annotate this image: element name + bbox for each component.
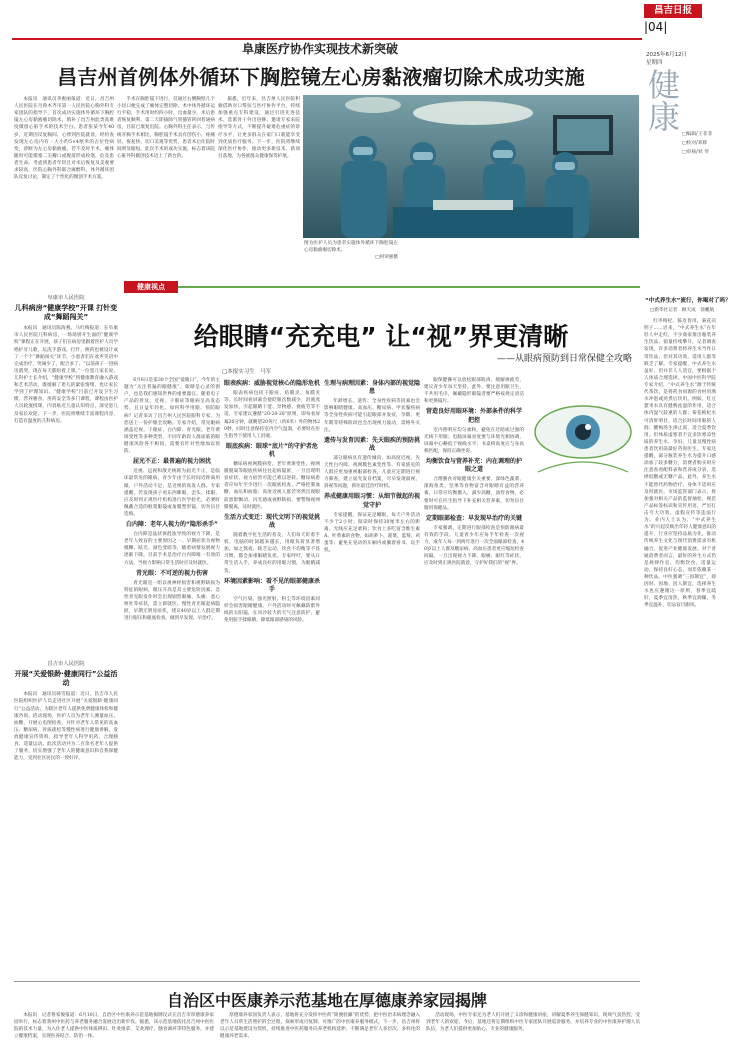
left-story1-paragraph: 本报讯 通讯员陈海燕、马红梅报道：在阜康市人民医院儿科病房，一场场别开生面的“健康学校”课程正在开展，孩子们在病房里跟着医护人员学唱护牙儿歌、玩洗手游戏，打针、换药也被设计成了一个个“舞蹈闯关”环节，小患者们在欢声笑语中完成治疗，哭闹少了，配合多了。“以前孩子一进病房就哭，现在每天都盼着上课。”一位患儿家长说。儿科护士长介绍，“健康学校”将健康教育融入游戏和艺术活动，既缓解了患儿的紧张情绪，也让家长学到了护理知识。“健康学校”目前已开设卫生习惯、营养膳食、用药安全等多门课程，课程由医护人员轮流授课，内容贴近儿童认知特点，深受患儿及家长欢迎。下一步，医院将继续丰富课程内容，打造有温度的儿科病房。 (14, 326, 118, 424)
feature-subhead: 遗传与发育因素：先天眼疾的预防挑战 (324, 436, 421, 452)
masthead (0, 0, 719, 40)
feature-paragraph: 青光眼是一组以视神经损害和视野缺损为特征的眼病，眼压升高是其主要危险因素。急性青光眼发作时会出现剧烈眼痛、头痛、恶心呕吐等症状，需立即就医。慢性青光眼起病隐匿，早期无明显症状，建议40岁以上人群定期进行眼压和眼底检查，做到早发现、早治疗。 (124, 580, 220, 622)
feature-paragraph: 年龄增长、遗传、全身性疾病等因素也会影响眼睛健康。高血压、糖尿病、甲状腺疾病等全身性疾病可能引起眼部并发症，孕期、更年期等特殊阶段也会出现视力波动，需格外关注。 (324, 399, 420, 433)
page-number: |04| (644, 20, 668, 34)
editor-line: □编辑/王菲菲 (682, 132, 713, 137)
feature-col-2 (224, 377, 320, 977)
lead-paragraph: 手术在胸腔镜下进行，仅通过右侧胸壁几个小切口便完成了瘤体完整切除。术中体外循环运行平稳，手术用时约四小时，出血量少。术后患者恢复顺利，第二天即拔除气管插管转回普通病房，目前已康复出院。心胸外科主任表示，与传统开胸手术相比，胸腔镜手术具有创伤小、疼痛轻、恢复快、切口美观等优势，患者术后住院时间明显缩短。此次手术的成功实施，标志着该院心脏外科微创技术迈上了新台阶。 (117, 97, 215, 159)
lead-photo-caption (304, 240, 398, 270)
feature-title: 给眼睛“充充电” 让“视”界更清晰 (193, 322, 569, 351)
lead-body-left (14, 96, 114, 274)
feature-paragraph: 白内障是晶状体混浊导致的视力下降，是老年人致盲的主要原因之一。早期症状为视物模糊、眩光、颜色变暗等，随着病情发展视力逐渐下降。目前手术是治疗白内障唯一有效的方法，当视力影响日常生活时应及时就医。 (124, 532, 220, 566)
feature-subhead: 屈光不正：最普遍的视力困扰 (132, 458, 211, 466)
feature-col-3 (324, 377, 420, 977)
feature-paragraph: 近视、远视和散光统称为屈光不正，是临床最常见的眼病。青少年由于长时间近距离用眼、户外活动不足，是近视的高发人群。专家提醒，若发现孩子看东西眯眼、歪头、揉眼，应及时到正规医疗机构进行医学验光，必要时佩戴合适的框架眼镜或角膜塑形镜，切勿盲目选购。 (124, 469, 220, 517)
bottom-paragraph: 活动现场，中医专家还为老人们开展了义诊和健康讲座，讲解夏季养生保健知识，现场气氛热烈，受到老年人的欢迎。今后，基地还将定期组织中医专家团队开展巡诊服务，并培养专业的中医康养护理人员队伍，为老人们提供更加贴心、专业的健康服务。 (426, 1013, 640, 1033)
lead-headline: 昌吉州首例体外循环下胸腔镜左心房黏液瘤切除术成功实施 (57, 65, 585, 89)
bottom-headline: 自治区中医康养示范基地在厚德康养家园揭牌 (166, 991, 487, 1010)
bottom-body-1 (14, 1012, 214, 1040)
left-story2-title: 开展“关爱银龄·健康同行”公益活动 (14, 670, 118, 688)
left-column (14, 292, 118, 982)
photo-credit: □何荣惠摄 (375, 255, 398, 261)
editor-line: □校对/邓辉 (682, 141, 708, 146)
feature-subtitle: ——从眼病预防到日常保健全攻略 (496, 354, 632, 364)
feature-subhead: 眼底疾病：眼球“底片”的守护者危机 (226, 442, 318, 458)
feature-subhead: 定期眼部检查：早发现早治疗的关键 (425, 514, 522, 522)
feature-paragraph: 6月6日是第30个全国“爱眼日”，今年的主题为“关注普遍的眼健康”。眼睛是心灵的窗户，也是我们感知世界的重要器官。随着电子产品的普及，近视、干眼症等眼病呈高发态势，且日益年轻化。如何科学用眼、预防眼病？记者采访了昌吉州人民医院眼科专家，为您送上一份护眼全攻略。专家介绍，常见眼病涵盖近视、干眼症、白内障、青光眼、老年黄斑变性等多种类型，不同年龄段人群面临的眼健康风险各不相同，需要有针对性地加以预防。 (124, 378, 220, 455)
feature-paragraph: 室内照明应均匀柔和，避免在过暗或过强的光线下用眼；电脑屏幕亮度要与环境光相协调，屏幕中心略低于视线水平；书桌椅高度应与身高相匹配，保持正确坐姿。 (424, 427, 524, 454)
lead-body-mid (117, 96, 215, 274)
right-article-body (644, 318, 716, 978)
right-article-paragraph: 红枣枸杞、陈皮普洱、菊花决明子……近来，“中式养生水”在年轻人中走红，不少商家推出瓶装养生饮品，销量持续攀升。记者调查发现，许多消费者将养生水当作日常饮品，但对其功效、适用人群等缺乏了解。专家提醒，中式养生水虽好，但并非人人适宜，要根据个人体质合理选择。中国中医科学院专家介绍，“中式养生水”源于传统代茶饮，是将药食同源的食材用沸水冲泡或煎煮后饮用。例如，红豆薏米水具有健脾祛湿的作用，适合体内湿气较重的人群；菊花枸杞水可清肝明目，适合长时间用眼的人群；酸梅汤生津止渴，适合夏季饮用。但体质虚寒者不宜多饮寒凉性质的养生水，孕妇、儿童及慢性病患者饮用前最好咨询医生。专家还提醒，部分瓶装养生水为提升口感添加了较多糖分，消费者购买时应注意查看配料表和营养成分表，选择低糖或无糖产品。此外，养生水不能替代药物治疗，身体不适时应及时就医。市场监管部门表示，将加强对相关产品的监督抽检，规范产品标签标识和宣传用语，严厉打击夸大功效、虚假宣传等违法行为。业内人士认为，“中式养生水”的兴起反映出年轻人健康意识的提升，行业应坚持品质为先，推动传统养生文化与现代消费需求有机融合，促进产业健康发展。对于普通消费者而言，最好的养生方式仍是规律作息、均衡饮食、适量运动、保持良好心态，而非依赖某一种饮品。中医强调“三因制宜”，即因时、因地、因人制宜，选择养生水也应遵循这一原则，春季宜疏肝，夏季宜清热，秋季宜润燥，冬季宜温补，切忌盲目跟风。 (644, 319, 716, 609)
issue-weekday: 星期四 (646, 60, 663, 66)
feature-paragraph: 眼保健操可以放松眼部肌肉、缓解视疲劳，建议青少年每天坚持。此外，要注意用眼卫生，不共用毛巾，佩戴隐形眼镜者要严格按规定清洁和更换镜片。 (424, 378, 524, 405)
feature-subhead: 生活方式变迁：现代文明下的视觉挑战 (224, 513, 321, 529)
photo-caption: 图为医护人员为患者实施体外循环下胸腔镜左心房黏液瘤切除术。 (304, 241, 398, 254)
bottom-paragraph: 本报讯 记者鲁家俊报道：6月10日，自治区中医康养示范基地揭牌仪式在昌吉市厚德康养家园举行，标志着我州中医药与养老服务融合发展迈出新步伐。据悉，该示范基地依托昌吉州中医医院的技术力量，为入住老人提供中医体质辨识、针灸推拿、艾灸理疗、膳食调养等特色服务，并建立健康档案，实现医养结合、防治一体。 (14, 1013, 214, 1040)
lead-kicker: 阜康医疗协作实现技术新突破 (241, 42, 398, 56)
left-story2-paragraph: 本报讯 通讯员韩雪报道：近日，昌吉市人民医院组织医护人员走进社区开展“关爱银龄·健康同行”公益活动，为辖区老年人提供免费健康体检和健康咨询。活动现场，医护人员为老年人测量血压、血糖，开展心电图检查，并针对老年人常见的高血压、糖尿病、骨质疏松等慢性病进行健康讲解，发放健康宣传资料，指导老年人科学用药、合理膳食、适量运动。此次活动共为二百余名老年人提供了服务，切实增强了老年人的健康意识和自我保健能力，受到社区居民的一致好评。 (14, 692, 118, 762)
left-story2-source: 昌吉市人民医院 (47, 661, 85, 668)
feature-paragraph: 专家强调，定期进行眼部检查是预防眼病最有效的手段。儿童青少年应每半年检查一次视力，成年人每一到两年进行一次全面眼部检查，40岁以上人群及糖尿病、高血压患者更应缩短检查间隔。一旦出现视力下降、眼痛、眼红等症状，应及时到正规医院就诊，守护好我们的“视”界。 (424, 525, 524, 567)
feature-kicker: 健康视点 (124, 281, 178, 293)
feature-rule (178, 286, 640, 288)
feature-paragraph: 专家提醒，保证充足睡眠，每天户外活动不少于2小时；阅读时保持30厘米左右的距离，光线应充足柔和；饮食上多吃富含维生素A、叶黄素的食物，如胡萝卜、菠菜、蓝莓、鸡蛋等；避免在晃动的车厢内或躺着看书、玩手机。 (324, 512, 420, 554)
surgery-photo-illustration (303, 95, 639, 238)
feature-paragraph: 眼表疾病包括干眼症、结膜炎、角膜炎等。长时间看屏幕会使眨眼次数减少，泪液蒸发加快，引起眼睛干涩、异物感、视疲劳等不适。专家建议遵循“20-20-20”原则，即每看屏幕20分钟，就眺望20英尺（约6米）外的物体20秒，同时注意保持室内空气湿润，必要时在医生指导下使用人工泪液。 (224, 391, 320, 439)
eye-icon (528, 377, 638, 497)
feature-subhead: 均衡饮食与营养补充：内在调理的护眼之道 (425, 458, 522, 474)
feature-subhead: 环境因素影响：看不见的眼部健康杀手 (224, 577, 321, 593)
feature-subhead: 白内障：老年人视力的“隐形杀手” (126, 521, 218, 529)
left-story2-body (14, 691, 118, 971)
feature-col-1 (124, 377, 220, 977)
feature-paragraph: 空气污染、强光照射、粉尘等环境因素同样会损害眼睛健康。户外活动时可佩戴防紫外线的太阳镜，在风沙较大的天气注意防护，避免用脏手揉眼睛，降低眼部感染的风险。 (224, 596, 320, 624)
date-block (646, 50, 712, 66)
feature-paragraph: 糖尿病视网膜病变、老年黄斑变性、视网膜脱离等眼底疾病往往起病隐匿，一旦出现明显症状，视力损害可能已难以逆转。糖尿病患者应每年至少进行一次眼底检查，严格控制血糖、血压和血脂；高度近视人群若突然出现眼前黑影飘动、闪光感或视野缺损，要警惕视网膜脱离，及时就医。 (224, 462, 320, 510)
bottom-divider (14, 981, 640, 982)
lead-body-right (218, 96, 300, 274)
lead-paragraph: 据悉，近年来，昌吉州人民医院积极借助对口帮扶与医疗协作平台，持续加强重点专科建设，通过引进先进技术、选派骨干外出进修、邀请专家来院指导等方式，不断提升疑难危重症的诊疗水平，让更多群众在家门口就能享受到优质医疗服务。下一步，医院将继续深化医疗协作，推动更多新技术、新项目落地，为各族群众健康保驾护航。 (218, 97, 300, 159)
feature-byline: □本报实习生 马军 (222, 369, 272, 375)
left-story1-title: 儿科病房“健康学校”开课 打针变成“舞蹈闯关” (14, 304, 118, 322)
editor-list (682, 130, 716, 157)
section-title: 健康 (643, 68, 681, 132)
feature-col-4 (424, 377, 524, 977)
eye-illustration (528, 377, 638, 497)
bottom-paragraph: 厚德康养家园负责人表示，基地将充分发挥中医药“简便验廉”的优势，把中医治未病理念融入老年人日常生活照护的全过程，探索形成可复制、可推广的中医康养服务模式。下一步，昌吉州将以示范基地建设为契机，持续推进中医药服务向养老机构延伸，不断满足老年人多层次、多样化的健康养老需求。 (220, 1013, 420, 1040)
feature-box (122, 281, 640, 979)
feature-subhead: 养成健康用眼习惯：从细节做起的视觉守护 (324, 493, 421, 509)
issue-date: 2025年6月12日 (646, 52, 687, 58)
lead-photo (303, 95, 639, 238)
feature-paragraph: 部分眼病具有遗传倾向，如高度近视、先天性白内障、视网膜色素变性等。有家族史的人群应更加重视眼部检查，儿童应定期进行视力筛查，建立屈光发育档案，尽早发现弱视、斜视等问题，抓住最佳治疗时机。 (324, 455, 420, 490)
right-article-title: “中式养生水”流行，你喝对了吗？ (645, 298, 731, 304)
feature-subhead: 生理与病理因素：身体内部的视觉隐患 (324, 380, 421, 396)
editor-line: □审核/刘 琴 (682, 150, 709, 155)
bottom-body-2 (220, 1012, 420, 1040)
lead-paragraph: 本报讯 通讯员李惠丽报道：近日，昌吉州人民医院在乌鲁木齐市第一人民医院心胸外科专家团队的指导下，首次成功实施体外循环下胸腔镜左心房黏液瘤切除术，填补了昌吉州此类高难度微创心脏手术的技术空白。患者张某今年40岁，近期因反复胸闷、心悸到医院就诊，经检查发现左心房内有一大小约5×4厘米的占位性病变，诊断为左心房黏液瘤。若不及时手术，瘤体随时可能堵塞二尖瓣口或脱落形成栓塞，危及患者生命。考虑到患者年轻且对术后恢复及美观要求较高，医院心胸外科联合麻醉科、体外循环团队反复讨论，制定了个性化的微创手术方案。 (14, 97, 114, 181)
feature-subhead: 眼表疾病：威胁视觉核心的隐形危机 (224, 380, 321, 387)
left-story1-body (14, 325, 118, 655)
right-article-byline: □新华社记者 顾天成 徐鹏航 (650, 308, 715, 313)
feature-subhead: 营造良好用眼环境：外部条件的科学把控 (425, 408, 522, 424)
paper-name: 昌吉日报 (644, 4, 702, 18)
feature-paragraph: 合理膳食对眼健康至关重要。深绿色蔬菜、深海鱼类、坚果等食物富含对眼睛有益的营养素，日常应均衡摄入，减少高糖、油炸食物。必要时可在医生指导下补充相关营养素，切勿盲目服用保健品。 (424, 477, 524, 511)
bottom-body-3 (426, 1012, 640, 1033)
feature-paragraph: 随着数字化生活的普及，人们每天盯着手机、电脑的时间越来越长，用眼负荷显著增加。加之熬夜、缺乏运动、饮食不均衡等不良习惯，都会加重眼睛负担。专家呼吁，要从日常生活入手，养成良好的用眼习惯，为眼睛减负。 (224, 533, 320, 574)
left-story1-source: 阜康市人民医院 (47, 295, 85, 301)
feature-subhead: 青光眼：不可逆的视力伤害 (135, 569, 208, 577)
